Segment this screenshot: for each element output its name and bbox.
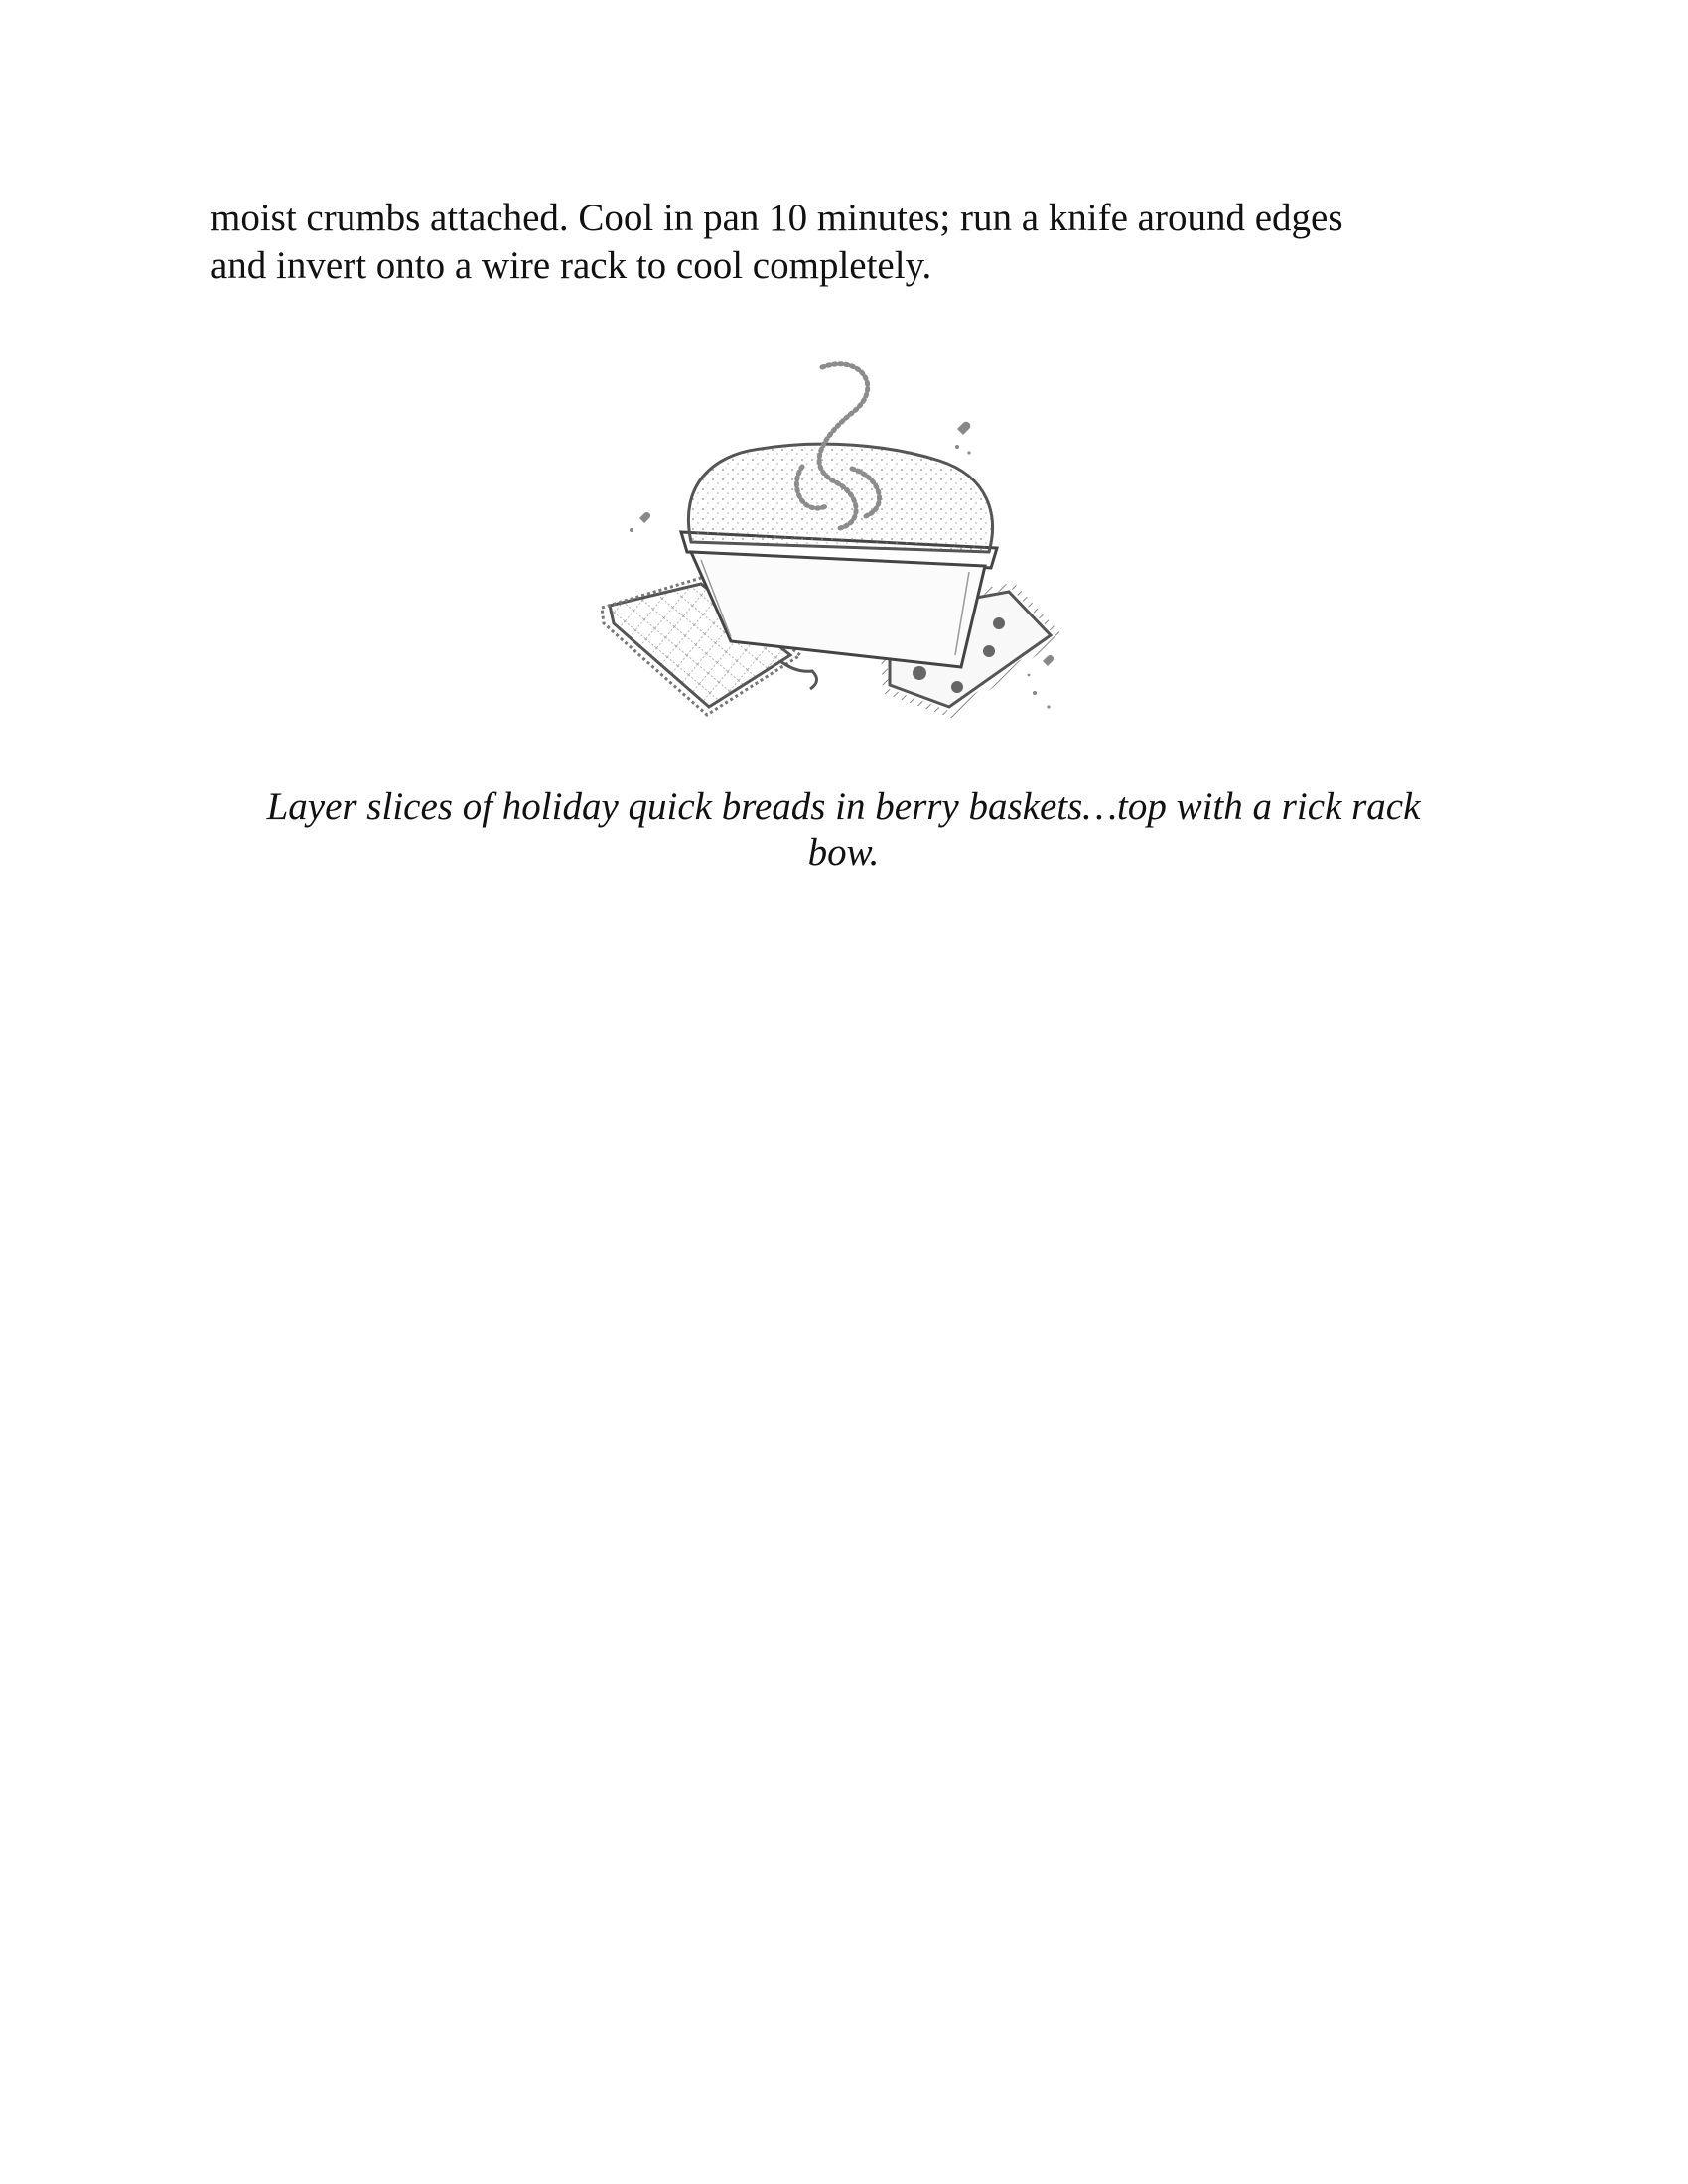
illustration-caption: [211, 784, 1477, 876]
caption-line-1: Layer slices of holiday quick breads in berry baskets…top with a rick rack: [266, 785, 1421, 828]
body-paragraph: [211, 195, 1491, 290]
body-line-1: moist crumbs attached. Cool in pan 10 minutes; run a knife around edges: [211, 197, 1343, 239]
bread-loaf: [688, 444, 992, 552]
caption-line-2: bow.: [807, 831, 880, 874]
body-line-2: and invert onto a wire rack to cool completely.: [211, 244, 932, 287]
bread-loaf-in-pan-icon: [592, 357, 1068, 725]
